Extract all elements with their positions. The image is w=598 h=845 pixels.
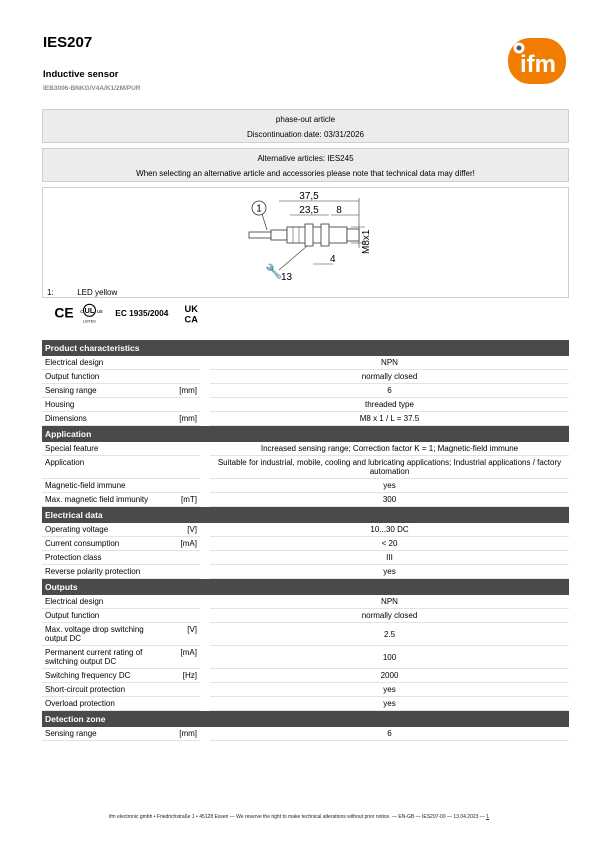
spec-row [42,523,569,537]
spec-label: Electrical design [42,595,160,609]
section-header: Application [42,426,569,442]
ce-mark: CE [54,304,74,321]
spec-row [42,370,569,384]
spec-value: < 20 [210,537,569,551]
spec-unit: [mA] [160,646,200,669]
spec-value: Suitable for industrial, mobile, cooling and lubricating applications; Industrial applications / factory automation [210,456,569,479]
spec-gap [200,370,210,384]
spec-value: 6 [210,727,569,741]
spec-unit [160,565,200,579]
spec-gap [200,398,210,412]
spec-gap [200,523,210,537]
page-number: 1 [486,814,489,820]
spec-gap [200,551,210,565]
spec-label: Output function [42,609,160,623]
spec-label: Operating voltage [42,523,160,537]
dim-nut-width: 4 [330,254,336,265]
spec-unit [160,370,200,384]
spec-unit: [V] [160,623,200,646]
spec-row [42,623,569,646]
callout-number: 1 [256,203,262,215]
section-header: Product characteristics [42,340,569,356]
spec-unit: [Hz] [160,669,200,683]
spec-gap [200,456,210,479]
spec-unit [160,551,200,565]
spec-row [42,456,569,479]
spec-row [42,356,569,370]
spec-label: Max. voltage drop switching output DC [42,623,160,646]
spec-label: Current consumption [42,537,160,551]
alternative-notice [42,148,569,182]
spec-label: Max. magnetic field immunity [42,493,160,507]
spec-value: 6 [210,384,569,398]
phase-out-label: phase-out article [275,115,336,124]
spec-unit [160,683,200,697]
spec-label: Output function [42,370,160,384]
spec-row [42,609,569,623]
logo-text: ifm [520,51,556,78]
spec-value: 300 [210,493,569,507]
spec-unit [160,456,200,479]
spec-unit: [mA] [160,537,200,551]
ec-regulation: EC 1935/2004 [115,307,169,318]
spec-row [42,669,569,683]
page-footer [0,814,598,820]
spec-label: Dimensions [42,412,160,426]
spec-value: 2.5 [210,623,569,646]
wrench-icon: 🔧 [265,263,283,279]
spec-gap [200,565,210,579]
spec-label: Permanent current rating of switching output DC [42,646,160,669]
spec-unit: [V] [160,523,200,537]
spec-label: Protection class [42,551,160,565]
ul-listed: LISTED [83,319,96,324]
dim-head-length: 8 [336,205,342,216]
alternative-warning: When selecting an alternative article and accessories please note that technical data may differ! [136,169,475,178]
spec-unit [160,595,200,609]
spec-unit: [mm] [160,384,200,398]
spec-unit [160,442,200,456]
spec-value: Increased sensing range; Correction factor K = 1; Magnetic-field immune [210,442,569,456]
spec-row [42,479,569,493]
dim-thread-length: 23,5 [299,205,319,216]
product-subtitle: Inductive sensor [43,69,119,80]
certification-marks [46,302,216,326]
spec-row [42,537,569,551]
spec-gap [200,442,210,456]
spec-gap [200,384,210,398]
ul-c: c [80,309,83,316]
ukca-bottom: CA [184,314,198,325]
spec-row [42,384,569,398]
dimension-drawing [42,187,569,298]
legend-number: 1: [47,288,54,297]
spec-row [42,412,569,426]
spec-gap [200,493,210,507]
spec-label: Switching frequency DC [42,669,160,683]
spec-gap [200,727,210,741]
spec-label: Application [42,456,160,479]
spec-unit: [mm] [160,727,200,741]
spec-gap [200,412,210,426]
spec-gap [200,697,210,711]
spec-unit [160,479,200,493]
footer-text: ifm electronic gmbh • Friedrichstraße 1 • 45128 Essen — We reserve the right to make technical alterations without prior notice. — EN-GB — IES207-00 — 13.04.2023 — [109,814,485,820]
spec-gap [200,623,210,646]
spec-value: NPN [210,595,569,609]
spec-value: normally closed [210,609,569,623]
spec-row [42,493,569,507]
spec-gap [200,646,210,669]
spec-value: normally closed [210,370,569,384]
article-code: IEB3006-BNKG/V4A/K1/2M/PUR [43,85,141,92]
ifm-logo [508,38,566,84]
spec-value: yes [210,697,569,711]
spec-row [42,565,569,579]
spec-row [42,683,569,697]
alternative-articles: Alternative articles: IES245 [257,154,354,163]
section-header: Detection zone [42,711,569,727]
section-header: Outputs [42,579,569,595]
spec-gap [200,479,210,493]
spec-unit [160,398,200,412]
discontinuation-date: Discontinuation date: 03/31/2026 [247,130,364,139]
spec-label: Reverse polarity protection [42,565,160,579]
specification-table [42,340,569,741]
spec-value: M8 x 1 / L = 37.5 [210,412,569,426]
spec-unit [160,697,200,711]
spec-unit [160,356,200,370]
ukca-top: UK [184,304,198,315]
spec-value: 100 [210,646,569,669]
spec-value: 10...30 DC [210,523,569,537]
section-header: Electrical data [42,507,569,523]
spec-gap [200,537,210,551]
spec-label: Housing [42,398,160,412]
spec-label: Electrical design [42,356,160,370]
spec-gap [200,356,210,370]
spec-row [42,442,569,456]
spec-label: Sensing range [42,727,160,741]
spec-value: NPN [210,356,569,370]
dim-thread-size: M8x1 [361,229,372,254]
spec-label: Short-circuit protection [42,683,160,697]
spec-label: Special feature [42,442,160,456]
spec-gap [200,683,210,697]
spec-value: III [210,551,569,565]
spec-gap [200,595,210,609]
spec-value: threaded type [210,398,569,412]
drawing-legend [47,288,117,297]
dim-total-length: 37,5 [299,191,319,202]
spec-value: yes [210,479,569,493]
spec-value: yes [210,683,569,697]
dim-wrench-size: 13 [281,272,293,283]
spec-unit: [mm] [160,412,200,426]
spec-row [42,727,569,741]
spec-label: Magnetic-field immune [42,479,160,493]
spec-row [42,551,569,565]
spec-gap [200,669,210,683]
spec-row [42,398,569,412]
spec-label: Overload protection [42,697,160,711]
spec-row [42,595,569,609]
product-title: IES207 [43,34,93,51]
ul-us: us [96,309,103,316]
spec-row [42,646,569,669]
spec-unit: [mT] [160,493,200,507]
spec-unit [160,609,200,623]
spec-gap [200,609,210,623]
spec-label: Sensing range [42,384,160,398]
ul-mark: UL [84,306,95,316]
spec-value: yes [210,565,569,579]
phase-out-notice [42,109,569,143]
sensor-drawing [43,188,570,288]
spec-row [42,697,569,711]
spec-value: 2000 [210,669,569,683]
legend-text: LED yellow [77,288,118,297]
